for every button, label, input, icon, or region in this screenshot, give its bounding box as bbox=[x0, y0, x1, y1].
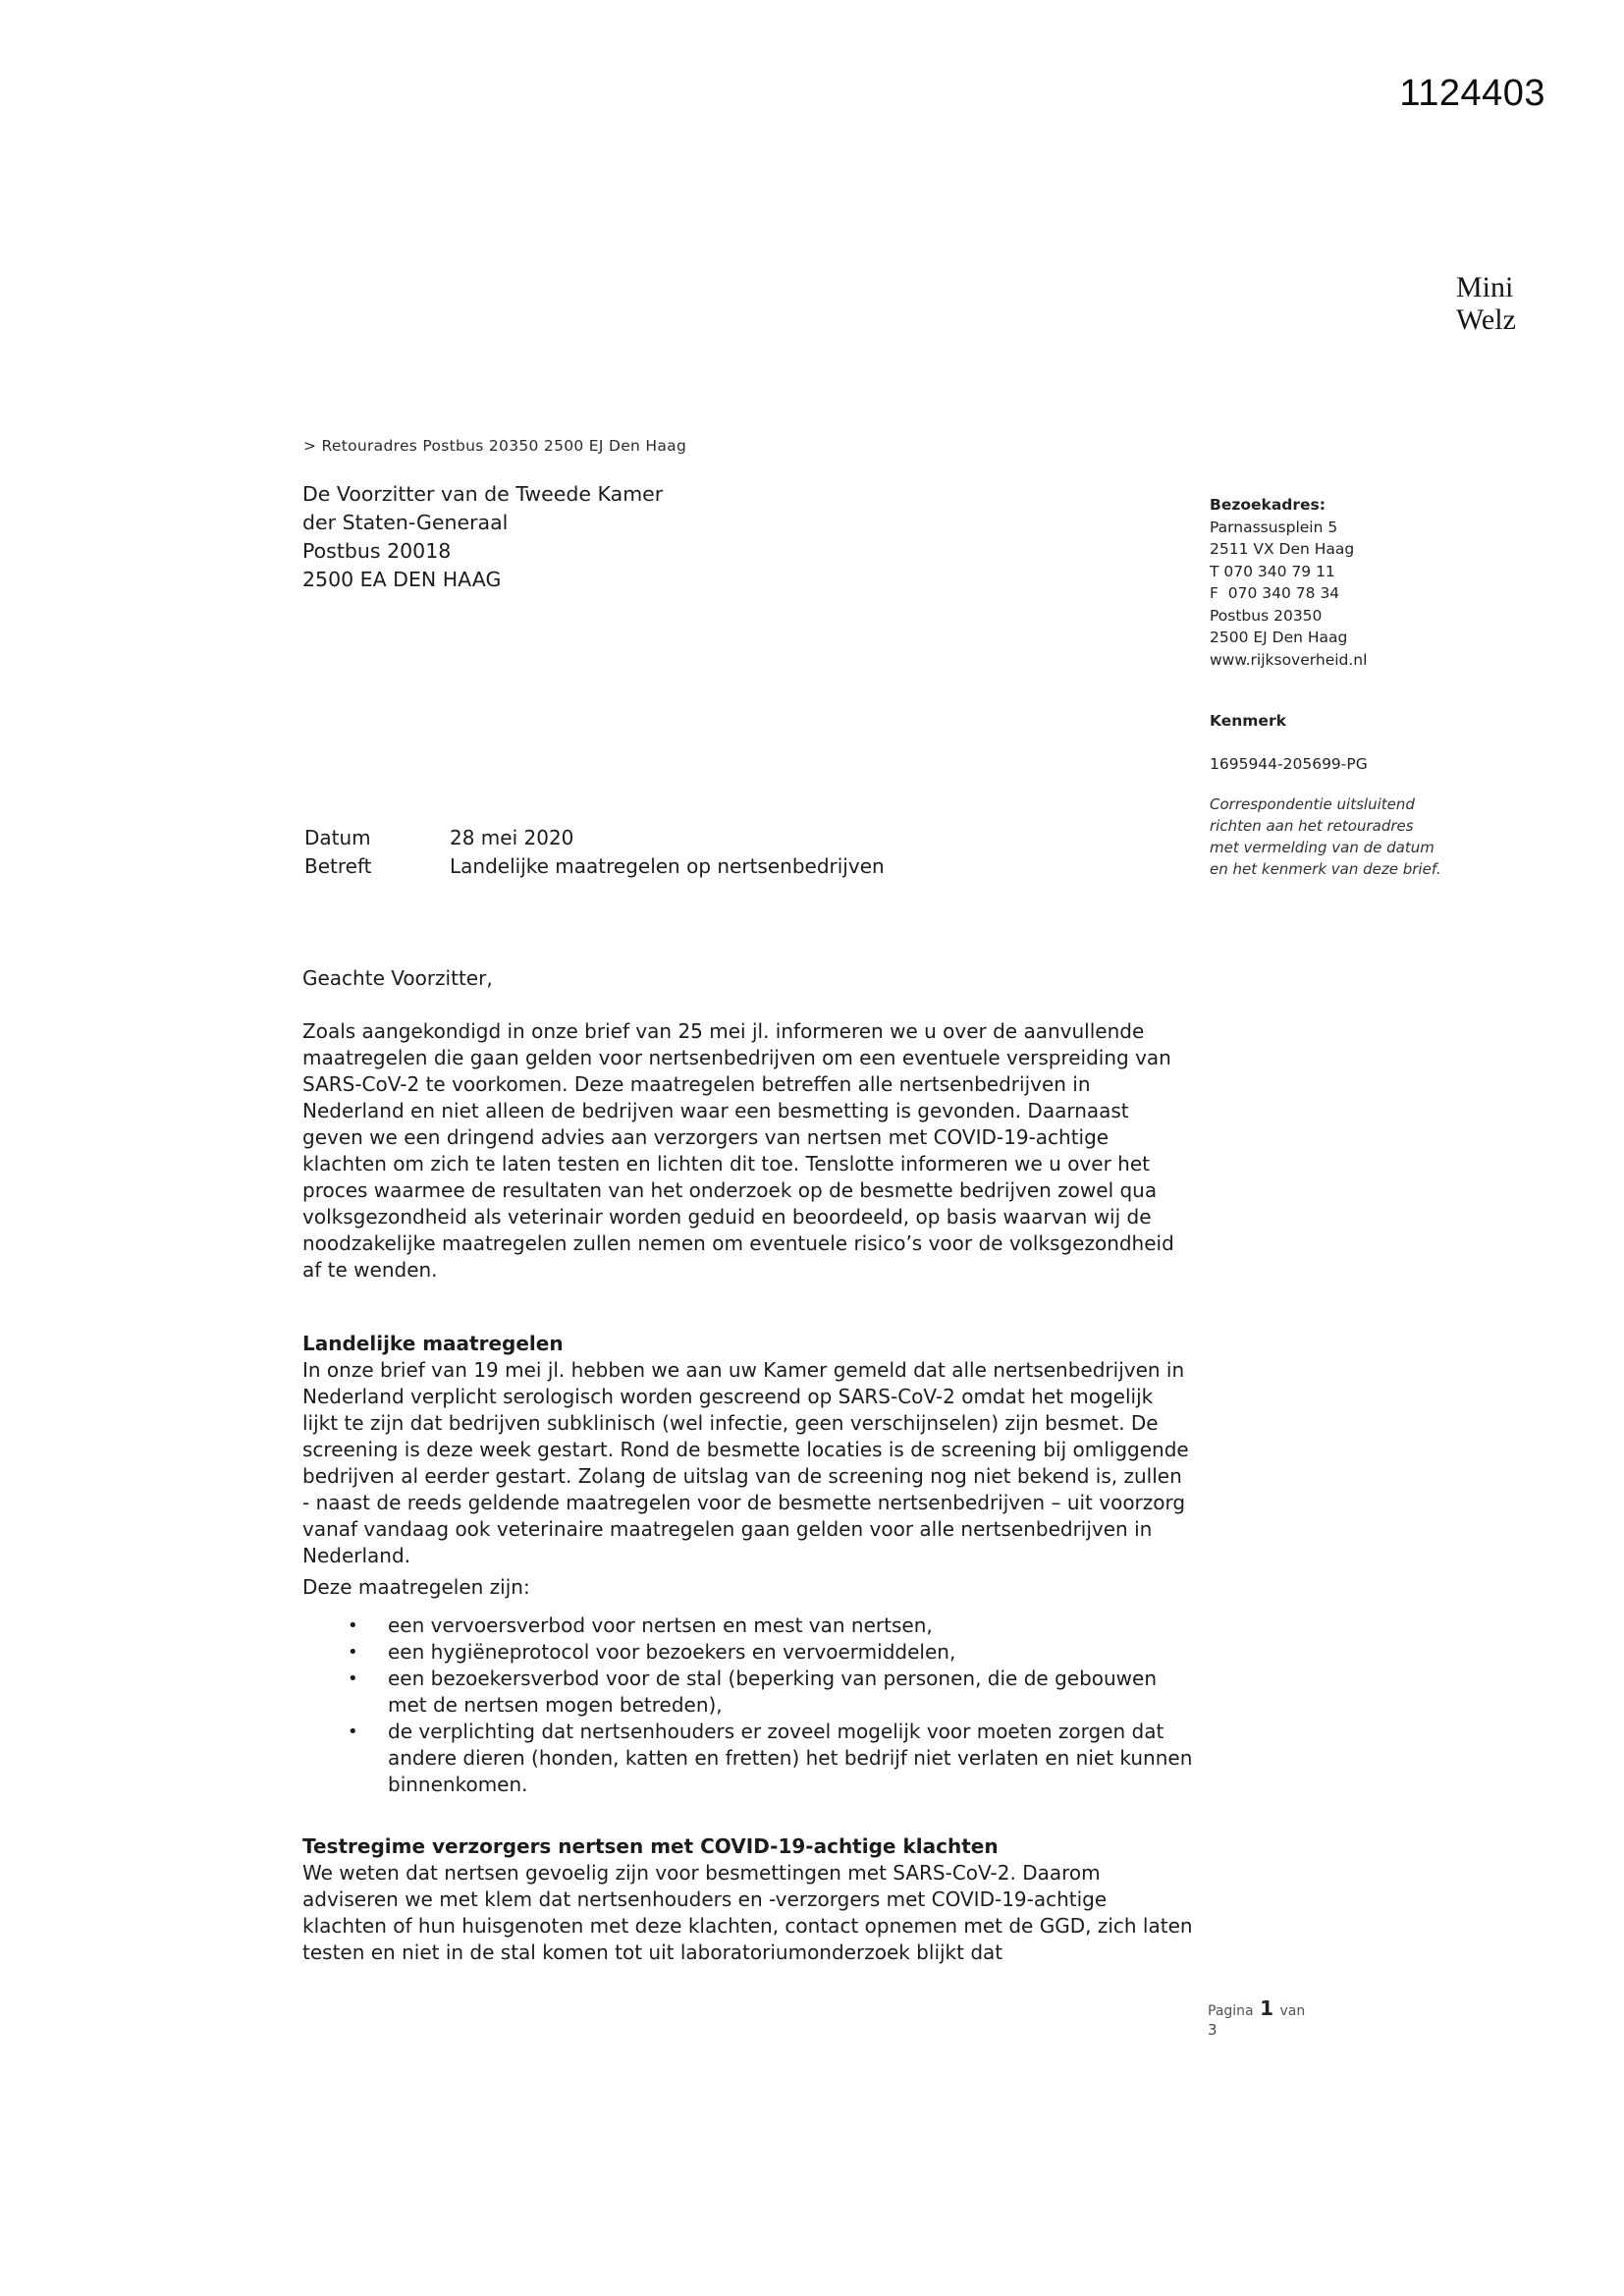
reference-label: Kenmerk bbox=[1210, 712, 1286, 730]
page-footer bbox=[1208, 1996, 1306, 2040]
list-item-text: een hygiëneprotocol voor bezoekers en vervoermiddelen, bbox=[388, 1640, 956, 1664]
website-text: www.rijksoverheid.nl bbox=[1210, 650, 1368, 669]
section-heading-landelijke-maatregelen: Landelijke maatregelen bbox=[302, 1332, 564, 1355]
visiting-address-label: Bezoekadres: bbox=[1210, 496, 1326, 514]
list-item-text: een bezoekersverbod voor de stal (beperking van personen, die de gebouwen met de nertsen mogen betreden), bbox=[388, 1667, 1158, 1717]
list-item-text: een vervoersverbod voor nertsen en mest van nertsen, bbox=[388, 1613, 933, 1637]
page-label-prefix: Pagina bbox=[1208, 2003, 1254, 2019]
return-address: > Retouradres Postbus 20350 2500 EJ Den Haag bbox=[303, 437, 687, 455]
section2-paragraph: We weten dat nertsen gevoelig zijn voor besmettingen met SARS-CoV-2. Daarom adviseren we met klem dat nertsenhouders en -verzorgers met COVID-19-achtige klachten of hun huisgenoten met deze klachten, contact opnemen met de GGD, zich laten testen en niet in de stal komen tot uit laboratoriumonderzoek blijkt dat bbox=[302, 1861, 1193, 1964]
ministry-logo-line-2: Welz bbox=[1456, 303, 1516, 336]
page-label-middle: van bbox=[1279, 2003, 1306, 2019]
date-label: Datum bbox=[304, 826, 371, 849]
bullet-icon: • bbox=[348, 1615, 358, 1636]
letter-body bbox=[302, 965, 1194, 1966]
letter-meta bbox=[304, 824, 885, 880]
measures-list bbox=[302, 1613, 1194, 1798]
page-indicator-line bbox=[1208, 1996, 1306, 2021]
recipient-line: Postbus 20018 bbox=[302, 539, 452, 563]
recipient-line: 2500 EA DEN HAAG bbox=[302, 568, 502, 591]
list-item-text: de verplichting dat nertsenhouders er zoveel mogelijk voor moeten zorgen dat andere dieren (honden, katten en fretten) het bedrijf niet verlaten en niet kunnen binnenkomen. bbox=[388, 1720, 1193, 1796]
meta-row-date bbox=[304, 824, 885, 852]
list-item bbox=[302, 1719, 1194, 1798]
list-item bbox=[302, 1639, 1194, 1666]
section1-paragraph: In onze brief van 19 mei jl. hebben we aan uw Kamer gemeld dat alle nertsenbedrijven in Nederland verplicht serologisch worden gescreend op SARS-CoV-2 omdat het mogelijk lijkt te zijn dat bedrijven subklinisch (wel infectie, geen verschijnselen) zijn besmet. De screening is deze week gestart. Rond de besmette locaties is de screening bij omliggende bedrijven al eerder gestart. Zolang de uitslag van de screening nog niet bekend is, zullen - naast de reeds geldende maatregelen voor de besmette nertsenbedrijven – uit voorzorg vanaf vandaag ook veterinaire maatregelen gaan gelden voor alle nertsenbedrijven in Nederland. bbox=[302, 1358, 1189, 1567]
reference-value: 1695944-205699-PG bbox=[1210, 754, 1368, 773]
visiting-address-line: Parnassusplein 5 bbox=[1210, 518, 1338, 536]
date-value: 28 mei 2020 bbox=[450, 826, 574, 849]
intro-paragraph: Zoals aangekondigd in onze brief van 25 mei jl. informeren we u over de aanvullende maatregelen die gaan gelden voor nertsenbedrijven om een eventuele verspreiding van SARS-CoV-2 te voorkomen. Deze maatregelen betreffen alle nertsenbedrijven in Nederland en niet alleen de bedrijven waar een besmetting is gevonden. Daarnaast geven we een dringend advies aan verzorgers van nertsen met COVID-19-achtige klachten om zich te laten testen en lichten dit toe. Tenslotte informeren we u over het proces waarmee de resultaten van het onderzoek op de besmette bedrijven zowel qua volksgezondheid als veterinair worden geduid en beoordeeld, op basis waarvan wij de noodzakelijke maatregelen zullen nemen om eventuele risico’s voor de volksgezondheid af te wenden. bbox=[302, 1019, 1174, 1282]
letterhead-info-column bbox=[1210, 494, 1443, 880]
subject-label: Betreft bbox=[304, 853, 372, 878]
subject-value: Landelijke maatregelen op nertsenbedrijven bbox=[450, 853, 885, 878]
recipient-line: der Staten-Generaal bbox=[302, 511, 509, 534]
document-number: 1124403 bbox=[1399, 73, 1545, 114]
visiting-address-line: 2511 VX Den Haag bbox=[1210, 540, 1355, 558]
recipient-line: De Voorzitter van de Tweede Kamer bbox=[302, 482, 664, 506]
visiting-address-line: F 070 340 78 34 bbox=[1210, 584, 1340, 602]
correspondence-note: Correspondentie uitsluitend richten aan het retouradres met vermelding van de datum en het kenmerk van deze brief. bbox=[1210, 795, 1441, 878]
total-page-number: 3 bbox=[1208, 2021, 1218, 2039]
recipient-address-block bbox=[302, 480, 663, 594]
measures-list-intro: Deze maatregelen zijn: bbox=[302, 1575, 530, 1599]
ministry-logo-fragment bbox=[1456, 271, 1516, 336]
section-heading-testregime: Testregime verzorgers nertsen met COVID-19-achtige klachten bbox=[302, 1834, 999, 1858]
list-item bbox=[302, 1666, 1194, 1719]
salutation: Geachte Voorzitter, bbox=[302, 966, 493, 990]
bullet-icon: • bbox=[348, 1722, 358, 1742]
visiting-address-line: Postbus 20350 bbox=[1210, 606, 1323, 625]
meta-row-subject bbox=[304, 852, 885, 881]
visiting-address-line: 2500 EJ Den Haag bbox=[1210, 629, 1348, 646]
visiting-address-line: T 070 340 79 11 bbox=[1210, 562, 1335, 580]
ministry-logo-line-1: Mini bbox=[1456, 271, 1514, 303]
bullet-icon: • bbox=[348, 1668, 358, 1689]
bullet-icon: • bbox=[348, 1642, 358, 1663]
current-page-number: 1 bbox=[1260, 1996, 1273, 2020]
list-item bbox=[302, 1613, 1194, 1639]
